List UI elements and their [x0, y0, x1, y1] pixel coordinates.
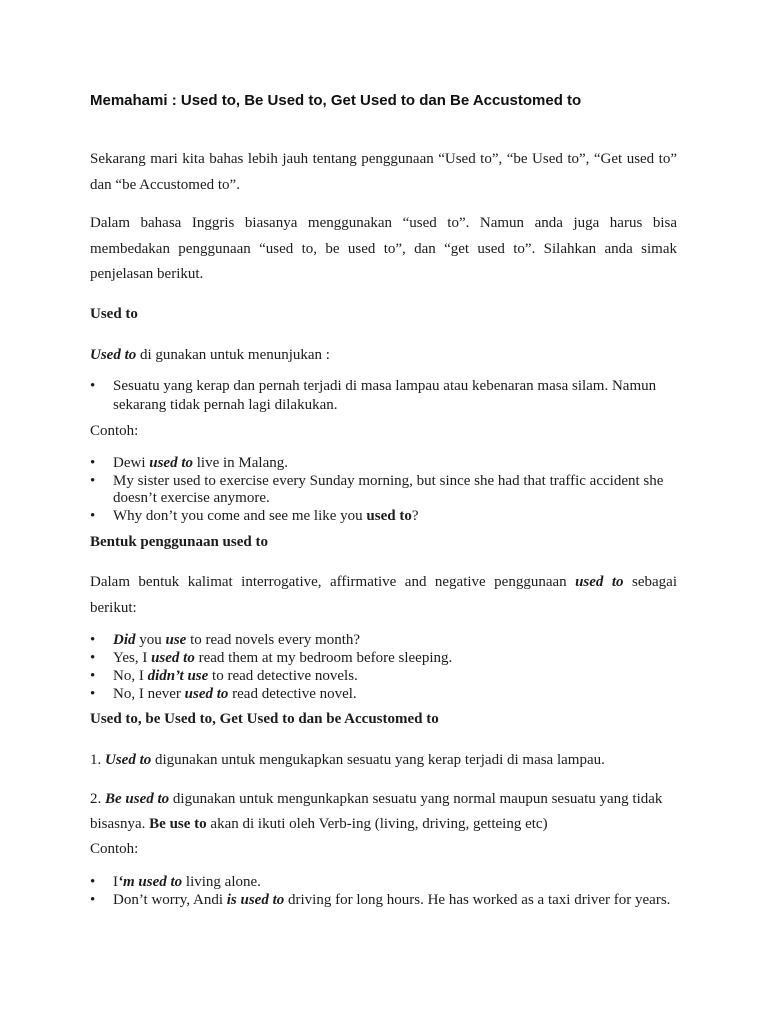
text-segment: Yes, I — [113, 650, 152, 666]
section-heading-used-to: Used to — [90, 306, 138, 322]
emphasis-segment: used to — [151, 650, 195, 666]
forms-examples-list — [90, 631, 680, 703]
text-segment: to read detective novels. — [208, 668, 358, 684]
bullet-icon — [90, 631, 95, 649]
text-segment: living alone. — [182, 874, 261, 890]
section-heading-forms: Bentuk penggunaan used to — [90, 534, 268, 550]
list-item — [90, 377, 680, 415]
emphasis-segment: Did — [113, 632, 136, 648]
text-segment: read detective novel. — [228, 686, 357, 702]
definition-term: Used to — [90, 347, 137, 363]
forms-intro-paragraph — [90, 569, 677, 621]
emphasis-segment: Be use to — [149, 816, 207, 832]
emphasis-segment: used to — [149, 455, 194, 471]
list-item — [90, 508, 680, 526]
text-segment: ? — [411, 508, 419, 525]
text-segment: 1. — [90, 752, 105, 768]
bullet-icon — [90, 455, 95, 473]
emphasis-segment: used to — [366, 508, 412, 525]
text-segment: read them at my bedroom before sleeping. — [194, 650, 453, 666]
emphasis-segment: is used to — [226, 892, 285, 908]
emphasis-segment: Be used to — [105, 791, 170, 807]
page-title: Memahami : Used to, Be Used to, Get Used to dan Be Accustomed to — [90, 92, 582, 109]
used-to-examples-list — [90, 455, 680, 526]
text-segment: sebagai berikut: — [90, 574, 677, 616]
definition-text: di gunakan untuk menunjukan : — [136, 347, 330, 363]
example-label: Contoh: — [90, 841, 139, 857]
text-segment: Why don’t you come and see me like you — [113, 508, 367, 525]
text-segment: 2. — [90, 791, 105, 807]
text-segment: Dewi — [113, 455, 150, 471]
emphasis-segment: use — [165, 632, 187, 648]
bullet-icon — [90, 873, 95, 891]
emphasis-segment: Used to — [105, 752, 152, 768]
list-item — [90, 455, 680, 473]
list-item — [90, 667, 680, 685]
text-segment: digunakan untuk mengunkapkan sesuatu yang normal maupun sesuatu yang tidak bisasnya. — [90, 791, 663, 832]
overview-paragraph: Dalam bahasa Inggris biasanya menggunakan “used to”. Namun anda juga harus bisa membedakan penggunaan “used to, be used to”, dan “get used to”. Silahkan anda simak penjelasan berikut. — [90, 215, 677, 282]
emphasis-segment: didn’t use — [147, 668, 209, 684]
text-segment: akan di ikuti oleh Verb-ing (living, driving, getteing etc) — [206, 816, 548, 832]
text-segment: No, I — [113, 668, 148, 684]
used-to-meanings-list — [90, 377, 680, 415]
text-segment: I — [113, 874, 118, 890]
bullet-icon — [90, 891, 95, 909]
text-segment: you — [135, 632, 166, 648]
text-segment: digunakan untuk mengukapkan sesuatu yang kerap terjadi di masa lampau. — [151, 752, 605, 768]
text-segment: to read novels every month? — [186, 632, 361, 648]
list-item — [90, 873, 680, 891]
example-label: Contoh: — [90, 423, 139, 439]
emphasis-segment: used to — [575, 574, 624, 590]
text-segment: driving for long hours. He has worked as a taxi driver for years. — [284, 892, 671, 908]
bullet-icon — [90, 377, 95, 396]
list-item-text: Sesuatu yang kerap dan pernah terjadi di masa lampau atau kebenaran masa silam. Namun sekarang tidak pernah lagi dilakukan. — [113, 378, 657, 413]
intro-paragraph: Sekarang mari kita bahas lebih jauh tentang penggunaan “Used to”, “be Used to”, “Get used to” dan “be Accustomed to”. — [90, 151, 677, 193]
text-segment: My sister used to exercise every Sunday morning, but since she had that traffic accident she doesn’t exercise anymore. — [113, 472, 664, 507]
used-to-definition — [90, 346, 677, 364]
list-item — [90, 473, 680, 508]
section-heading-comparison: Used to, be Used to, Get Used to dan be Accustomed to — [90, 711, 439, 727]
bullet-icon — [90, 667, 95, 685]
list-item — [90, 649, 680, 667]
list-item — [90, 685, 680, 703]
bullet-icon — [90, 649, 95, 667]
comparison-point-1 — [90, 751, 677, 769]
text-segment: live in Malang. — [193, 455, 288, 471]
text-segment: Dalam bentuk kalimat interrogative, affirmative and negative penggunaan — [90, 574, 576, 590]
bullet-icon — [90, 685, 95, 703]
emphasis-segment: used to — [184, 686, 229, 702]
list-item — [90, 891, 680, 909]
emphasis-segment: ‘m used to — [118, 874, 183, 890]
comparison-point-2 — [90, 787, 677, 837]
bullet-icon — [90, 508, 95, 526]
text-segment: Don’t worry, Andi — [113, 892, 227, 908]
comparison-examples-list — [90, 873, 680, 909]
list-item — [90, 631, 680, 649]
bullet-icon — [90, 473, 95, 491]
text-segment: No, I never — [113, 686, 185, 702]
